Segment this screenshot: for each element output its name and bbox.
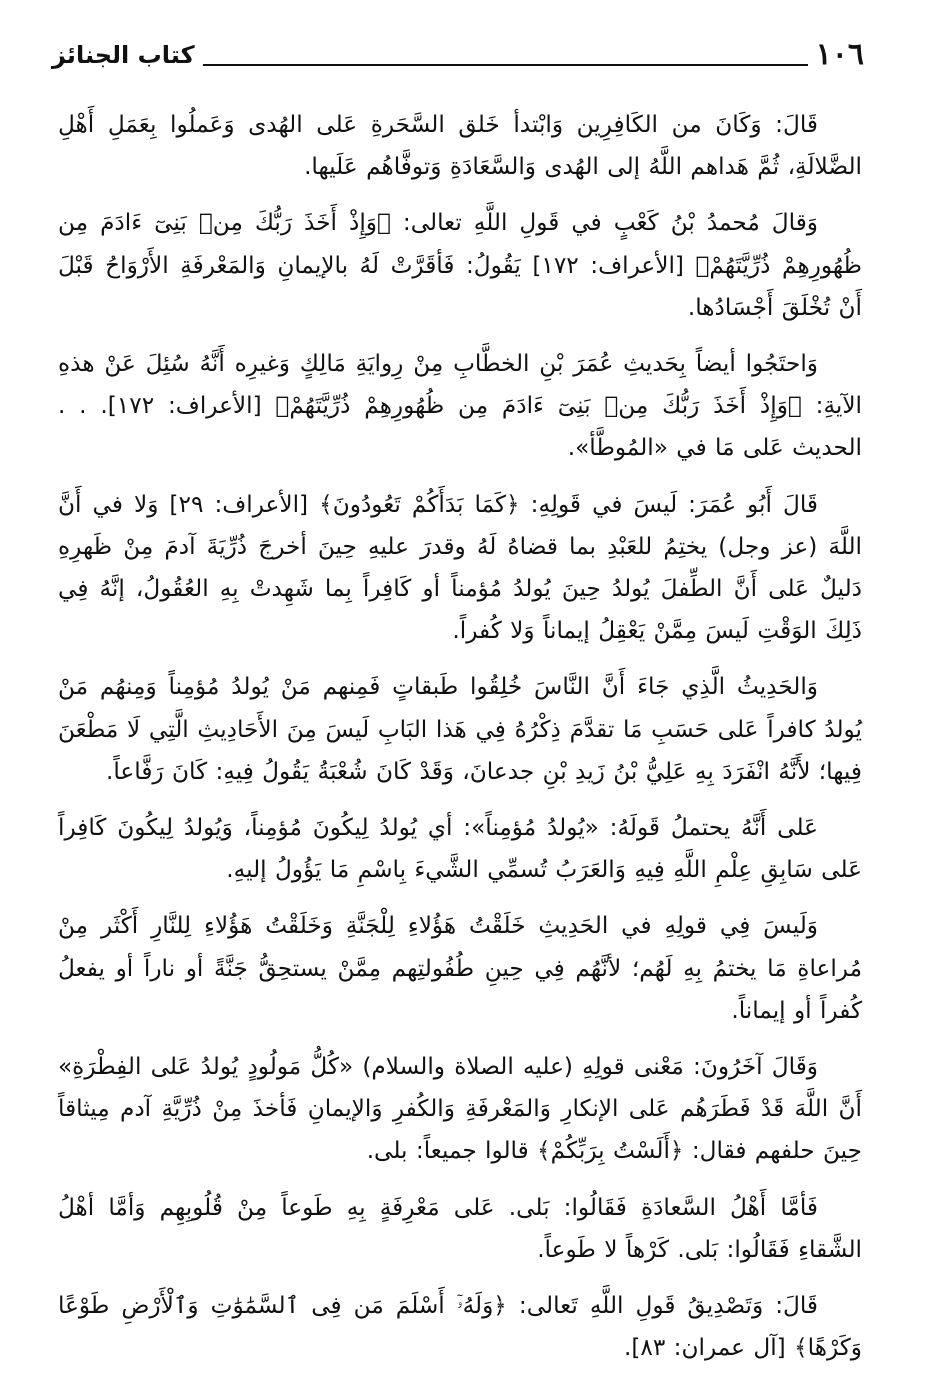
paragraph: وَاحتَجُوا أيضاً بِحَديثِ عُمَرَ بْنِ الخطَّابِ مِنْ رِوايَةِ مَالِكٍ وَغيرِه أَنَّهُ سُئِلَ عَنْ هذهِ الآيةِ: ﴿وَإِذْ أَخَذَ رَبُّكَ مِنۢ بَنِىٓ ءَادَمَ مِن ظُهُورِهِمْ ذُرِّيَّتَهُمْ﴾ [الأعراف: ١٧٢]. . . الحديث عَلى مَا في «المُوطَّأ». [58,350,862,462]
page-header [52,36,864,72]
paragraph: وَالحَدِيثُ الَّذِي جَاءَ أَنَّ النَّاسَ خُلِقُوا طَبقاتٍ فَمِنهم مَنْ يُولدُ مُؤمِناً وَمِنهُم مَنْ يُولدُ كافراً عَلى حَسَبِ مَا تقدَّمَ ذِكْرُهُ فِي هَذا البَابِ لَيسَ مِنَ الأَحَادِيثِ الَّتِي لَا مَطْعَنَ فِيها؛ لأَنَّهُ انْفَرَدَ بِهِ عَلِيُّ بْنُ زَيدِ بْنِ جدعانَ، وَقَدْ كَانَ شُعْبَةُ يَقُولُ فِيهِ: كَانَ رَفَّاعاً. [58,673,862,785]
paragraph: قَالَ أَبُو عُمَرَ: لَيسَ في قَولِهِ: ﴿كَمَا بَدَأَكُمْ تَعُودُونَ﴾ [الأعراف: ٢٩] وَلا في أَنَّ اللَّهَ (عز وجل) يختِمُ للعَبْدِ بما قضاهُ لَهُ وقدرَ عليهِ حِينَ أخرجَ ذُرِّيَةَ آدمَ مِنْ ظَهرِهِ دَليلٌ عَلى أَنَّ الطِّفلَ يُولدُ حِينَ يُولدُ مُؤمناً أو كَافِراً بِما شَهِدتْ بِهِ العُقُولُ، إنَّهُ فِي ذَلِكَ الوَقْتِ لَيسَ مِمَّنْ يَعْقِلُ إيماناً وَلا كُفراً. [58,490,862,645]
page-body [58,104,862,1383]
paragraph: عَلى أَنَّهُ يحتملُ قَولَهُ: «يُولدُ مُؤمِناً»: أي يُولدُ لِيكُونَ مُؤمِناً، وَيُولدُ لِيكُونَ كَافِراً عَلى سَابِقِ عِلْمِ اللَّهِ فِيهِ وَالعَرَبُ تُسمِّي الشَّيءَ بِاسْمِ مَا يَؤُولُ إليهِ. [58,814,862,884]
paragraph: فَأمَّا أَهْلُ السَّعادَةِ فَقَالُوا: بَلى. عَلى مَعْرِفَةٍ بِهِ طَوعاً مِنْ قُلُوبِهِم وَأمَّا أهْلُ الشَّقاءِ فَقَالُوا: بَلى. كَرْهاً لا طَوعاً. [58,1193,862,1263]
paragraph: قَالَ: وَتَصْدِيقُ قَولِ اللَّهِ تَعالى: ﴿وَلَهُۥٓ أَسْلَمَ مَن فِى ٱلسَّمَٰوَٰتِ وَٱلْأَرْضِ طَوْعًا وَكَرْهًا﴾ [آل عمران: ٨٣]. [58,1292,862,1362]
paragraph: وَقَالَ آخَرُونَ: مَعْنى قولِهِ (عليه الصلاة والسلام) «كُلُّ مَولُودٍ يُولدُ عَلى الفِطْرَةِ» أَنَّ اللَّهَ قَدْ فَطَرَهُم عَلى الإنكارِ وَالمَعْرفَةِ وَالكُفرِ وَالإيمانِ فَأخذَ مِنْ ذُرِّيَّةِ آدم مِيثاقاً حِينَ حلفهم فقال: ﴿أَلَسْتُ بِرَبِّكُمْ﴾ قالوا جميعاً: بلى. [58,1053,862,1165]
paragraph: وَلَيسَ فِي قولِهِ في الحَدِيثِ خَلَقْتُ هَؤُلاءِ لِلْجَنَّةِ وَخَلَقْتُ هَؤُلاءِ لِلنَّارِ أَكْثَر مِنْ مُراعاةِ مَا يختمُ بِهِ لَهُم؛ لأنَّهُم فِي حِينِ طُفُولتِهم مِمَّنْ يستحِقُّ جَنَّةً أو ناراً أو يفعلُ كُفراً أو إيماناً. [58,912,862,1024]
paragraph: وَقالَ مُحمدُ بْنُ كَعْبٍ في قَولِ اللَّهِ تعالى: ﴿وَإِذْ أَخَذَ رَبُّكَ مِنۢ بَنِىٓ ءَادَمَ مِن ظُهُورِهِمْ ذُرِّيَّتَهُمْ﴾ [الأعراف: ١٧٢] يَقُولُ: فَأقَرَّتْ لَهُ بالإيمانِ وَالمَعْرفَةِ الأَرْوَاحُ قَبْلَ أَنْ تُخْلَقَ أَجْسَادُها. [58,209,862,321]
paragraph: قَالَ: وَكَانَ من الكَافِرِين وَابْتدأ خَلق السَّحَرةِ عَلى الهُدى وَعَملُوا بِعَمَلِ أَهْلِ الضَّلالَةِ، ثُمَّ هَداهم اللَّهُ إلى الهُدى وَالسَّعَادَةِ وَتوفَّاهُم عَلَيها. [58,111,862,181]
header-rule [203,64,808,66]
running-title: كتاب الجنائز [52,41,195,69]
page-number: ١٠٦ [815,37,864,72]
